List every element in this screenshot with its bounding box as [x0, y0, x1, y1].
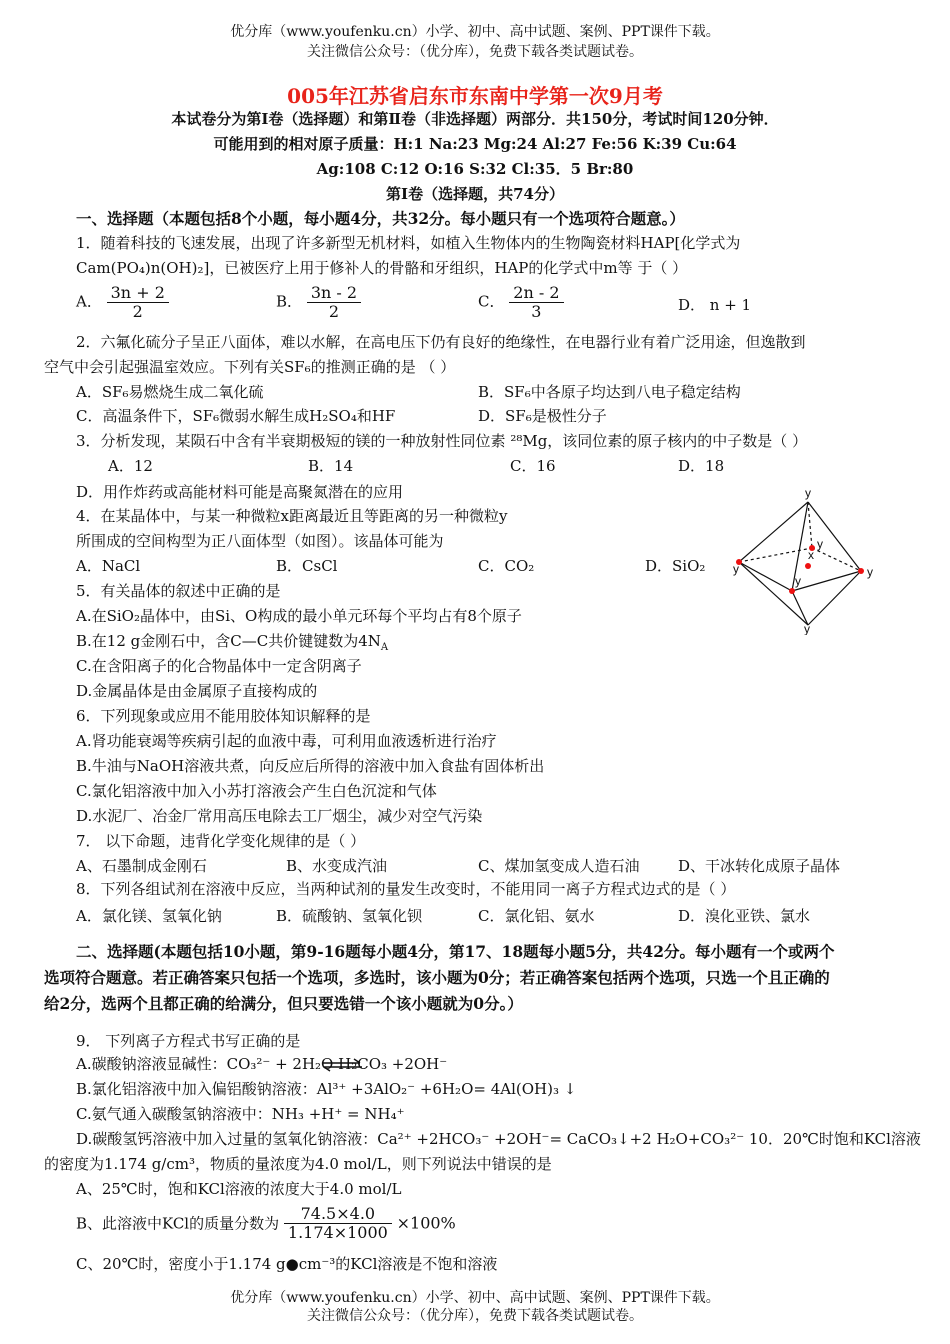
q4-option-c: C．CO₂: [478, 557, 535, 575]
q4-option-d: D．SiO₂: [645, 557, 706, 575]
q7-option-b: B、水变成汽油: [286, 857, 388, 875]
q6-option-d: D.水泥厂、冶金厂常用高压电除去工厂烟尘，减少对空气污染: [76, 807, 483, 825]
label-x: x: [808, 548, 814, 562]
q5-option-a: A.在SiO₂晶体中，由Si、O构成的最小单元环每个平均占有8个原子: [76, 607, 522, 625]
section2-line-3: 给2分，选两个且都正确的给满分，但只要选错一个该小题就为0分。）: [44, 994, 523, 1013]
q8-option-d: D．溴化亚铁、氯水: [678, 907, 811, 925]
label-y-front: y: [795, 574, 801, 588]
q1-c-numerator: 2n - 2: [509, 284, 563, 303]
q1-line-2: Cam(PO₄)n(OH)₂]，已被医疗上用于修补人的骨骼和牙组织，HAP的化学式中m等 于（ ）: [76, 259, 688, 277]
intro-line-2: 可能用到的相对原子质量：H:1 Na:23 Mg:24 Al:27 Fe:56 K:39 Cu:64: [213, 135, 737, 153]
q1-line-1: 1．随着科技的飞速发展，出现了许多新型无机材料，如植入生物体内的生物陶瓷材料HAP[化学式为: [76, 234, 741, 252]
q10-stem: 的密度为1.174 g/cm³，物质的量浓度为4.0 mol/L，则下列说法中错误的是: [44, 1155, 552, 1173]
q4-line-1: 4．在某晶体中，与某一种微粒x距离最近且等距离的另一种微粒y: [76, 507, 508, 525]
label-y-bottom: y: [804, 622, 810, 635]
label-y-left: y: [733, 562, 739, 576]
footer-line-1: 优分库（www.youfenku.cn）小学、初中、高中试题、案例、PPT课件下载。: [230, 1290, 720, 1306]
q2-option-d: D．SF₆是极性分子: [478, 407, 607, 425]
header-line-1: 优分库（www.youfenku.cn）小学、初中、高中试题、案例、PPT课件下载。: [230, 24, 720, 40]
q3-option-c: C．16: [510, 457, 556, 475]
q5-option-b: B.在12 g金刚石中，含C—C共价键键数为$4N_A$: [76, 632, 389, 653]
q8-option-b: B．硫酸钠、氢氧化钡: [276, 907, 423, 925]
q2-line-1: 2．六氟化硫分子呈正八面体，难以水解，在高电压下仍有良好的绝缘性，在电器行业有着广泛用途，但逸散到: [76, 333, 806, 351]
q3-option-a: A．12: [108, 457, 153, 475]
q2-option-c: C．高温条件下，SF₆微弱水解生成H₂SO₄和HF: [76, 407, 396, 425]
q5-option-c: C.在含阳离子的化合物晶体中一定含阴离子: [76, 657, 362, 675]
q1-a-numerator: 3n + 2: [107, 284, 169, 303]
q1-b-denominator: 2: [328, 302, 340, 321]
q4-line-2: 所围成的空间构型为正八面体型（如图）。该晶体可能为: [76, 532, 444, 550]
y-particle-front: [789, 588, 795, 594]
intro-line-1: 本试卷分为第Ⅰ卷（选择题）和第Ⅱ卷（非选择题）两部分．共150分，考试时间120分钟．: [171, 110, 779, 128]
q1-option-b: B． $\frac{3n - 2}{2}$: [276, 284, 361, 321]
section2-line-1: 二、选择题(本题包括10小题，第9-16题每小题4分，第17、18题每小题5分，共42分。每小题有一个或两个: [76, 942, 835, 961]
q8-option-a: A．氯化镁、氢氧化钠: [76, 907, 222, 925]
equilibrium-arrow-icon: [320, 1058, 364, 1072]
q9-option-c: C.氨气通入碳酸氢钠溶液中：NH₃ +H⁺ = NH₄⁺: [76, 1105, 405, 1123]
q1-b-numerator: 3n - 2: [307, 284, 361, 303]
q1-option-d: D． n + 1: [678, 296, 752, 314]
q8-line-1: 8．下列各组试剂在溶液中反应，当两种试剂的量发生改变时，不能用同一离子方程式边式的是（ ）: [76, 880, 736, 898]
q3-option-b: B．14: [308, 457, 354, 475]
y-particle-right: [858, 568, 864, 574]
q9-line-1: 9． 下列离子方程式书写正确的是: [76, 1032, 301, 1050]
q9-option-b: B.氯化铝溶液中加入偏铝酸钠溶液：Al³⁺ +3AlO₂⁻ +6H₂O= 4Al(OH)₃ ↓: [76, 1080, 577, 1098]
q1-a-denominator: 2: [132, 302, 143, 321]
q3-line-1: 3．分析发现，某陨石中含有半衰期极短的镁的一种放射性同位素 ²⁸Mg，该同位素的原子核内的中子数是（ ）: [76, 432, 808, 450]
q7-option-a: A、石墨制成金刚石: [76, 857, 207, 875]
label-y-right: y: [867, 565, 873, 579]
q3-extra-line: D．用作炸药或高能材料可能是高聚氮潜在的应用: [76, 483, 404, 501]
q5-option-d: D.金属晶体是由金属原子直接构成的: [76, 682, 318, 700]
header-line-2: 关注微信公众号：（优分库），免费下载各类试题试卷。: [307, 44, 643, 60]
q1-option-a: A． $\frac{3n + 2}{2}$: [76, 284, 169, 321]
q7-line-1: 7． 以下命题，违背化学变化规律的是（ ）: [76, 832, 366, 850]
q10-option-a: A、25℃时，饱和KCl溶液的浓度大于4.0 mol/L: [76, 1180, 402, 1198]
q1-option-c: C． $\frac{2n - 2}{3}$: [478, 284, 564, 321]
q6-line-1: 6．下列现象或应用不能用胶体知识解释的是: [76, 707, 371, 725]
part1-heading: 第Ⅰ卷（选择题，共74分）: [386, 185, 564, 203]
q2-option-a: A．SF₆易燃烧生成二氧化硫: [76, 383, 264, 401]
q6-option-a: A.肾功能衰竭等疾病引起的血液中毒，可利用血液透析进行治疗: [76, 732, 497, 750]
q9-option-a: A.碳酸钠溶液显碱性：CO₃²⁻ + 2H₂O H₂CO₃ +2OH⁻: [76, 1055, 448, 1073]
intro-line-3: Ag:108 C:12 O:16 S:32 Cl:35．5 Br:80: [316, 160, 634, 178]
section1-heading: 一、选择题（本题包括8个小题，每小题4分，共32分。每小题只有一个选项符合题意。）: [76, 209, 685, 228]
q4-option-b: B．CsCl: [276, 557, 338, 575]
page-title: 005年江苏省启东市东南中学第一次9月考: [287, 84, 663, 108]
label-y-top: y: [805, 486, 811, 500]
q8-option-c: C．氯化铝、氨水: [478, 907, 595, 925]
octahedron-figure: [725, 485, 885, 635]
q10-b-numerator: 74.5×4.0: [284, 1205, 392, 1224]
q2-option-b: B．SF₆中各原子均达到八电子稳定结构: [478, 383, 741, 401]
q2-line-2: 空气中会引起强温室效应。下列有关SF₆的推测正确的是 （ ）: [44, 358, 456, 376]
q10-b-denominator: 1.174×1000: [287, 1223, 388, 1242]
label-y-back: y: [817, 537, 823, 551]
q5-line-1: 5．有关晶体的叙述中正确的是: [76, 582, 281, 600]
x-particle-center: [805, 563, 811, 569]
footer-line-2: 关注微信公众号：（优分库），免费下载各类试题试卷。: [307, 1308, 643, 1324]
q6-option-b: B.牛油与NaOH溶液共煮，向反应后所得的溶液中加入食盐有固体析出: [76, 757, 545, 775]
q6-option-c: C.氯化铝溶液中加入小苏打溶液会产生白色沉淀和气体: [76, 782, 437, 800]
q3-option-d: D．18: [678, 457, 725, 475]
q10-option-b: B、此溶液中KCl的质量分数为 $\frac{74.5\times 4.0}{1.174\times 1000}$ ×100%: [76, 1204, 456, 1242]
q7-option-c: C、煤加氢变成人造石油: [478, 857, 640, 875]
section2-line-2: 选项符合题意。若正确答案只包括一个选项，多选时，该小题为0分；若正确答案包括两个选项，只选一个且正确的: [44, 968, 830, 987]
q9-option-d: D.碳酸氢钙溶液中加入过量的氢氧化钠溶液：Ca²⁺ +2HCO₃⁻ +2OH⁻= CaCO₃↓+2 H₂O+CO₃²⁻ 10．20℃时饱和KCl溶液: [76, 1130, 921, 1148]
q4-option-a: A．NaCl: [76, 557, 141, 575]
q1-c-denominator: 3: [531, 302, 542, 321]
q10-option-c: C、20℃时，密度小于1.174 g●cm⁻³的KCl溶液是不饱和溶液: [76, 1255, 498, 1273]
q7-option-d: D、干冰转化成原子晶体: [678, 857, 841, 875]
